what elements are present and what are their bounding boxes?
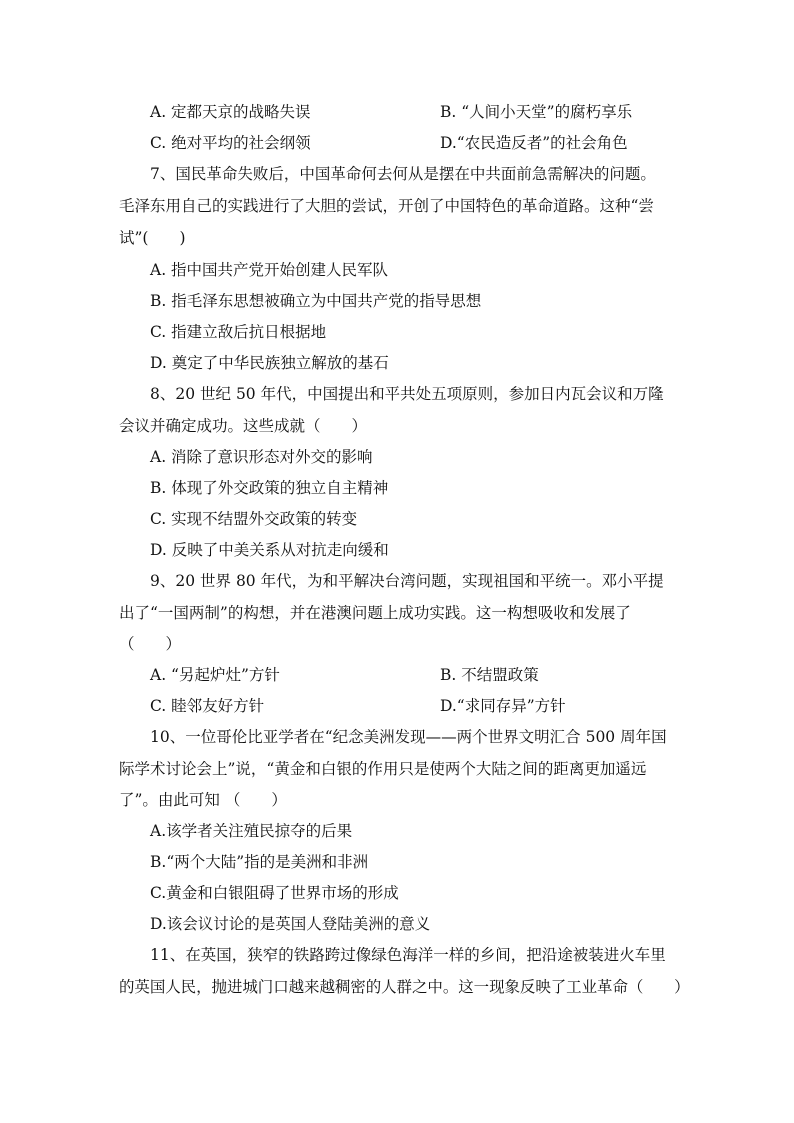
q10-stem-line-1: 10、一位哥伦比亚学者在“纪念美洲发现——两个世界文明汇合 500 周年国 (150, 728, 667, 746)
q11-stem-line-2: 的英国人民，抛进城门口越来越稠密的人群之中。这一现象反映了工业革命（ ） (119, 978, 690, 996)
q7-stem-line-1: 7、国民革命失败后，中国革命何去何从是摆在中共面前急需解决的问题。 (150, 165, 656, 183)
q10-stem-line-3: 了”。由此可知 （ ） (119, 791, 287, 809)
q9-stem-line-2: 出了“一国两制”的构想，并在港澳问题上成功实践。这一构想吸收和发展了 (119, 604, 631, 622)
q9-stem-line-3: （ ） (119, 635, 182, 653)
q7-stem-line-3: 试”( ) (119, 229, 186, 247)
q8-option-a: A. 消除了意识形态对外交的影响 (150, 448, 373, 466)
q7-option-b: B. 指毛泽东思想被确立为中国共产党的指导思想 (150, 292, 482, 310)
q8-stem-line-2: 会议并确定成功。这些成就（ ） (119, 417, 368, 435)
q6-option-a: A. 定都天京的战略失误 (150, 103, 311, 121)
q7-option-a: A. 指中国共产党开始创建人民军队 (150, 261, 389, 279)
q8-option-c: C. 实现不结盟外交政策的转变 (150, 510, 358, 528)
q9-option-a: A. “另起炉灶”方针 (150, 666, 280, 684)
q9-option-d: D.“求同存异”方针 (440, 697, 566, 715)
q10-option-d: D.该会议讨论的是英国人登陆美洲的意义 (150, 915, 431, 933)
q8-option-d: D. 反映了中美关系从对抗走向缓和 (150, 541, 389, 559)
q9-stem-line-1: 9、20 世界 80 年代，为和平解决台湾问题，实现祖国和平统一。邓小平提 (150, 572, 664, 590)
q7-stem-line-2: 毛泽东用自己的实践进行了大胆的尝试，开创了中国特色的革命道路。这种“尝 (119, 197, 654, 215)
q10-option-a: A.该学者关注殖民掠夺的后果 (150, 822, 353, 840)
q8-stem-line-1: 8、20 世纪 50 年代，中国提出和平共处五项原则，参加日内瓦会议和万隆 (150, 385, 664, 403)
q6-option-d: D.“农民造反者”的社会角色 (440, 134, 628, 152)
q10-option-c: C.黄金和白银阻碍了世界市场的形成 (150, 884, 399, 902)
q6-option-c: C. 绝对平均的社会纲领 (150, 134, 311, 152)
q6-option-b: B. “人间小天堂”的腐朽享乐 (440, 103, 633, 121)
q9-option-b: B. 不结盟政策 (440, 666, 539, 684)
q9-option-c: C. 睦邻友好方针 (150, 697, 265, 715)
q11-stem-line-1: 11、在英国，狭窄的铁路跨过像绿色海洋一样的乡间，把沿途被装进火车里 (150, 946, 666, 964)
q10-stem-line-2: 际学术讨论会上”说，“黄金和白银的作用只是使两个大陆之间的距离更加遥远 (119, 760, 647, 778)
q7-option-c: C. 指建立敌后抗日根据地 (150, 323, 327, 341)
q7-option-d: D. 奠定了中华民族独立解放的基石 (150, 354, 389, 372)
q10-option-b: B.“两个大陆”指的是美洲和非洲 (150, 853, 369, 871)
q8-option-b: B. 体现了外交政策的独立自主精神 (150, 479, 389, 497)
